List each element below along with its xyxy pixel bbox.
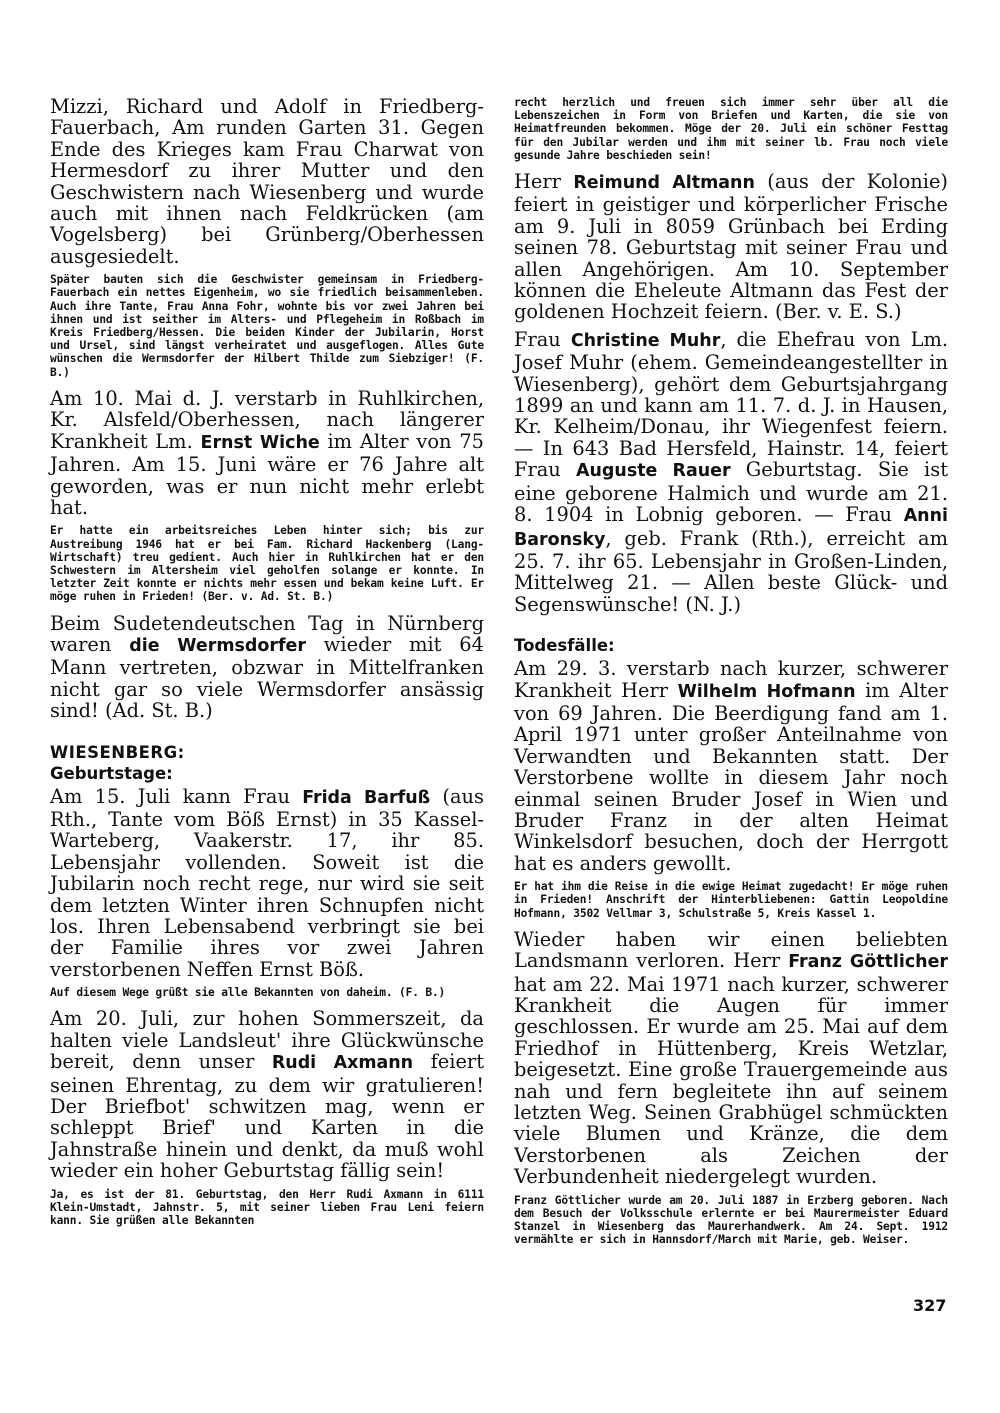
left-column bbox=[50, 96, 484, 1236]
text: hat am 22. Mai 1971 nach kurzer, schwerer Krankheit die Augen für immer geschlossen. Er wurde am 25. Mai auf dem Friedhof in Hüttenberg, Kreis Wetzlar, beigesetzt. Eine große Trauergemeinde aus nah und fern begleitete ihn auf seinem letzten Weg. Seinen Grabhügel schmückten viele Blumen und Kränze, die dem Verstorbenen als Zeichen der Verbundenheit niedergelegt wurden. bbox=[514, 972, 948, 1189]
note-barfuss: Auf diesem Wege grüßt sie alle Bekannten von daheim. (F. B.) bbox=[50, 986, 446, 1000]
text: Herr bbox=[514, 170, 574, 194]
person-name: Ernst Wiche bbox=[200, 432, 320, 453]
paragraph-barfuss bbox=[50, 786, 484, 981]
paragraph-charwat: Mizzi, Richard und Adolf in Friedberg-Fauerbach, Am runden Garten 31. Gegen Ende des Krieges kam Frau Charwat von Hermesdorf zu ihrer Mutter und den Geschwistern nach Wiesenberg und wurde auch mit ihnen nach Feldkrücken (am Vogelsberg) bei Grünberg/Oberhessen ausgesiedelt. bbox=[50, 95, 484, 268]
note-axmann-continued: recht herzlich und freuen sich immer sehr über all die Lebenszeichen in Form von Briefen und Karten, die sie von Heimatfreunden bekommen. Möge der 20. Juli ein schöner Festtag für den Jubilar werden und ihm mit seiner lb. Frau noch viele gesunde Jahre beschieden sein! bbox=[514, 96, 948, 162]
text: Geburtstag. Sie ist eine geborene Halmich und wurde am 21. 8. 1904 in Lobnig geboren. — Frau bbox=[514, 458, 948, 527]
text: , geb. Frank (Rth.), erreicht am 25. 7. ihr 65. Lebensjahr in Großen-Linden, Mittelweg 21. — Allen beste Glück- und Segenswünsche! (N. J.) bbox=[514, 526, 948, 616]
person-name: Anni Baronsky bbox=[514, 506, 948, 550]
subsection-heading-geburtstage: Geburtstage: bbox=[50, 763, 173, 783]
person-name: Rudi Axmann bbox=[271, 1053, 414, 1074]
person-name: Auguste Rauer bbox=[576, 461, 731, 482]
paragraph-hofmann bbox=[514, 658, 948, 874]
text: Am 29. 3. verstarb nach kurzer, schwerer Krankheit Herr bbox=[514, 657, 948, 702]
text: wieder mit 64 Mann vertreten, obzwar in Mittelfranken nicht gar so viele Wermsdorfer ansässig sind! (Ad. St. B.) bbox=[50, 632, 484, 723]
subsection-heading-todesfaelle: Todesfälle: bbox=[514, 636, 615, 656]
text: Am 20. Juli, zur hohen Sommerszeit, da halten viele Landsleut' ihre Glückwünsche bereit, denn unser bbox=[50, 1007, 484, 1074]
note-hofmann: Er hat ihm die Reise in die ewige Heimat zugedacht! Er möge ruhen in Frieden! Anschrift der Hinterbliebenen: Gattin Leopoldine Hofmann, 3502 Vellmar 3, Schulstraße 5, Kreis Kassel 1. bbox=[514, 880, 948, 920]
person-name: Christine Muhr bbox=[570, 330, 721, 351]
note-goettlicher: Franz Göttlicher wurde am 20. Juli 1887 in Erzberg geboren. Nach dem Besuch der Volksschule erlernte er bei Maurermeister Eduard Stanzel in Wiesenberg das Maurerhandwerk. Am 24. Sept. 1912 vermählte er sich in Hannsdorf/March mit Marie, geb. Weiser. bbox=[514, 1193, 948, 1247]
person-name: Franz Göttlicher bbox=[788, 952, 948, 973]
note-axmann: Ja, es ist der 81. Geburtstag, den Herr Rudi Axmann in 6111 Klein-Umstadt, Jahnstr. 5, mit seiner lieben Frau Leni feiern kann. Sie grüßen alle Bekannten bbox=[50, 1187, 484, 1228]
text: Beim Sudetendeutschen Tag in Nürnberg waren bbox=[50, 611, 484, 656]
page-number: 327 bbox=[913, 1296, 947, 1315]
section-heading-wiesenberg: WIESENBERG: bbox=[50, 742, 185, 762]
paragraph-sudetendeutscher-tag bbox=[50, 613, 484, 722]
text: Am 15. Juli kann Frau bbox=[50, 784, 303, 808]
text: im Alter von 75 Jahren. Am 15. Juni wäre er 76 Jahre alt geworden, was er nun nicht mehr erlebt hat. bbox=[50, 429, 484, 519]
text: , die Ehefrau von Lm. Josef Muhr (ehem. Gemeindeangestellter in Wiesenberg), gehört dem Geburtsjahrgang 1899 an und kann am 11. 7. d. J. in Hausen, Kr. Kelheim/Donau, ihr Wiegenfest feiern. — In 643 Bad Hersfeld, Hainstr. 14, feiert Frau bbox=[514, 327, 948, 482]
paragraph-wiche bbox=[50, 388, 484, 518]
paragraph-altmann bbox=[514, 171, 948, 323]
person-name: Reimund Altmann bbox=[573, 173, 755, 194]
text: Wieder haben wir einen beliebten Landsmann verloren. Herr bbox=[514, 927, 948, 973]
paragraph-goettlicher bbox=[514, 929, 948, 1188]
note-wiche: Er hatte ein arbeitsreiches Leben hinter sich; bis zur Austreibung 1946 hat er bei Fam. Richard Hackenberg (Lang-Wirtschaft) treu gedient. Auch hier in Ruhlkirchen hat er den Schwestern im Altersheim viel geholfen solange er konnte. In letzter Zeit konnte er nichts mehr essen und bekam keine Luft. Er möge ruhen in Frieden! (Ber. v. Ad. St. B.) bbox=[50, 524, 484, 604]
text: feiert seinen Ehrentag, zu dem wir gratulieren! Der Briefbot' schwitzen mag, wenn er schleppt Brief' und Karten in die Jahnstraße hinein und denkt, da muß wohl wieder ein hoher Geburtstag fällig sein! bbox=[50, 1050, 484, 1183]
group-name: die Wermsdorfer bbox=[129, 635, 306, 656]
text: (aus der Kolonie) feiert in geistiger und körperlicher Frische am 9. Juli in 8059 Grünbach bei Erding seinen 78. Geburtstag mit seiner Frau und allen Angehörigen. Am 10. September können die Eheleute Altmann das Fest der goldenen Hochzeit feiern. (Ber. v. E. S.) bbox=[514, 170, 948, 324]
paragraph-axmann bbox=[50, 1008, 484, 1181]
person-name: Wilhelm Hofmann bbox=[677, 681, 856, 702]
note-hilbert-thilde: Später bauten sich die Geschwister gemeinsam in Friedberg-Fauerbach ein nettes Eigenheim, wo sie friedlich beisammenleben. Auch ihre Tante, Frau Anna Fohr, wohnte bis vor zwei Jahren bei ihnen und ist seither im Alters- und Pflegeheim in Roßbach im Kreis Friedberg/Hessen. Die beiden Kinder der Jubilarin, Horst und Ursel, sind längst verheiratet und ausgeflogen. Alles Gute wünschen die Wermsdorfer der Hilbert Thilde zum Siebziger! (F. B.) bbox=[50, 273, 484, 379]
text: Am 10. Mai d. J. verstarb in Ruhlkirchen, Kr. Alsfeld/Oberhessen, nach längerer Krankheit Lm. bbox=[50, 386, 484, 453]
paragraph-muhr-rauer-baronsky bbox=[514, 329, 948, 615]
right-column bbox=[514, 96, 948, 1256]
person-name: Frida Barfuß bbox=[302, 787, 431, 808]
text: Frau bbox=[514, 327, 571, 351]
text: (aus Rth., Tante vom Böß Ernst) in 35 Kassel-Warteberg, Vaakerstr. 17, ihr 85. Lebensjahr vollenden. Soweit ist die Jubilarin noch recht rege, nur wird sie seit dem letzten Winter ihren Schnupfen nicht los. Ihren Lebensabend verbringt sie bei der Familie ihres vor zwei Jahren verstorbenen Neffen Ernst Böß. bbox=[50, 784, 484, 981]
text: im Alter von 69 Jahren. Die Beerdigung fand am 1. April 1971 unter großer Anteilnahme von Verwandten und Bekannten statt. Der Verstorbene wollte in diesem Jahr noch einmal seinen Bruder Josef in Wien und Bruder Franz in der alten Heimat Winkelsdorf besuchen, doch der Herrgott hat es anders gewollt. bbox=[514, 678, 948, 875]
